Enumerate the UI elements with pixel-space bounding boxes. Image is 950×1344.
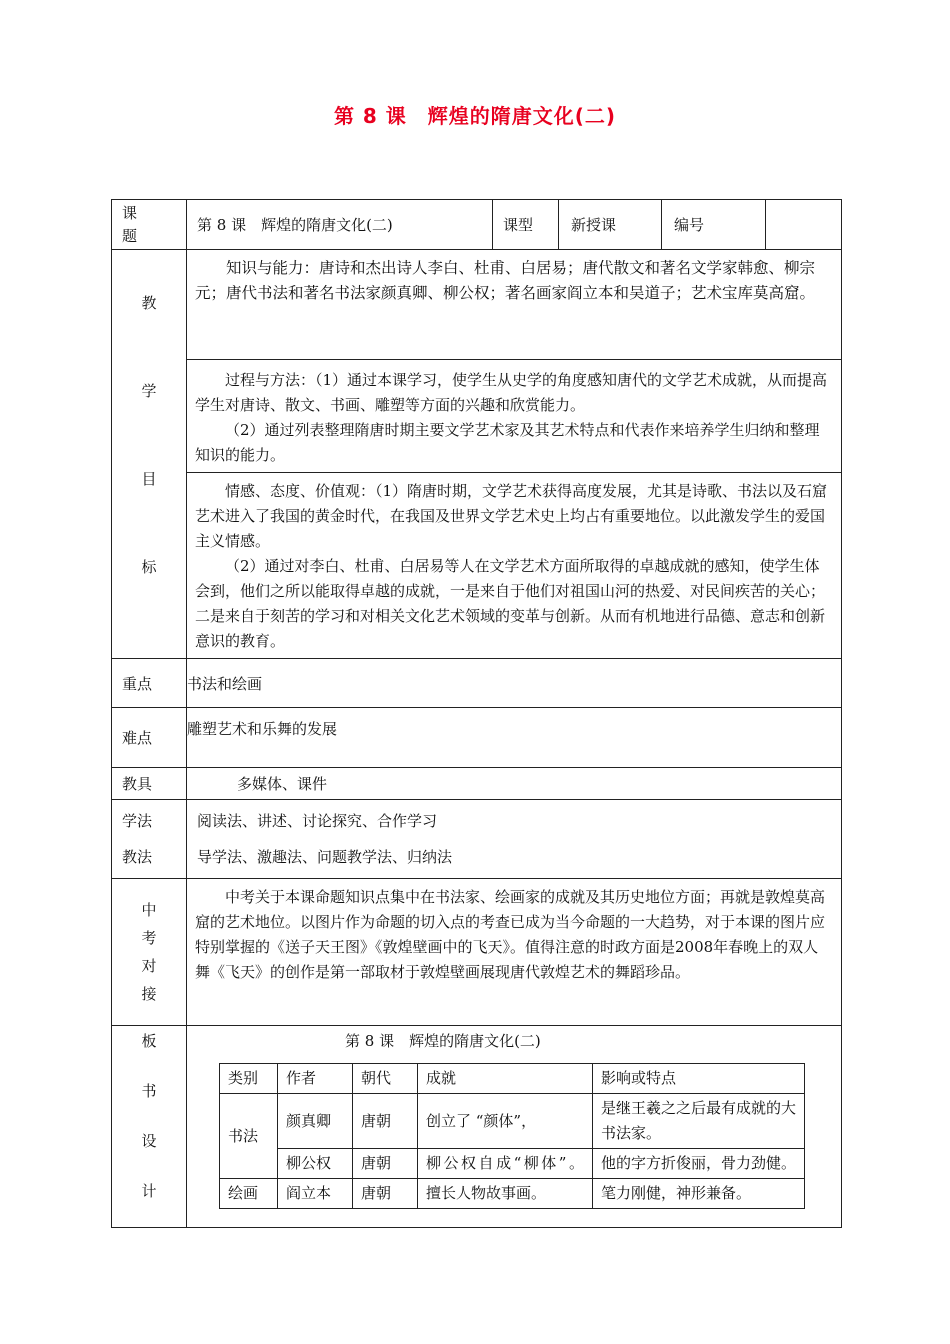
methods-value: [187, 800, 842, 879]
achievement-cell: 柳公权自成“柳体”。: [418, 1149, 593, 1179]
goal-process: [187, 360, 842, 473]
exam-row: [112, 879, 842, 1026]
header-achievement: 成就: [418, 1064, 593, 1094]
difficulty-label: 难点: [112, 708, 187, 768]
header-feature: 影响或特点: [593, 1064, 805, 1094]
values-text-2: （2）通过对李白、杜甫、白居易等人在文学艺术方面所取得的卓越成就的感知，使学生体会到，他们之所以能取得卓越的成就，一是来自于他们对祖国山河的热爱、对民间疾苦的关心；二是来自于刻苦的学习和对相关文化艺术领域的变革与创新。从而有机地进行品德、意志和创新意识的教育。: [195, 557, 826, 650]
dynasty-cell: 唐朝: [353, 1094, 418, 1149]
key-point-label: 重点: [112, 659, 187, 708]
goal-knowledge-row: [112, 250, 842, 360]
exam-label: 中 考 对 接: [112, 879, 187, 1026]
exam-text: 中考关于本课命题知识点集中在书法家、绘画家的成就及其历史地位方面；再就是敦煌莫高窟的艺术地位。以图片作为命题的切入点的考查已成为当今命题的一大趋势，对于本课的图片应特别掌握的《送子天王图》《敦煌壁画中的飞天》。值得注意的时政方面是2008年春晚上的双人舞《飞天》的创作是第一部取材于敦煌壁画展现唐代敦煌艺术的舞蹈珍品。: [195, 888, 826, 981]
knowledge-text: 知识与能力：唐诗和杰出诗人李白、杜甫、白居易；唐代散文和著名文学家韩愈、柳宗元；唐代书法和著名书法家颜真卿、柳公权；著名画家阎立本和吴道子；艺术宝库莫高窟。: [195, 259, 816, 302]
feature-cell: 笔力刚健，神形兼备。: [593, 1179, 805, 1209]
goal-values: [187, 473, 842, 659]
tools-row: [112, 768, 842, 800]
goal-knowledge: [187, 250, 842, 360]
number-label: 编号: [662, 200, 766, 250]
process-text-2: （2）通过列表整理隋唐时期主要文学艺术家及其艺术特点和代表作来培养学生归纳和整理知识的能力。: [195, 421, 820, 464]
board-header-row: [220, 1064, 805, 1094]
values-text-1: 情感、态度、价值观：（1）隋唐时期，文学艺术获得高度发展，尤其是诗歌、书法以及石窟艺术进入了我国的黄金时代，在我国及世界文学艺术史上均占有重要地位。以此激发学生的爱国主义情感。: [195, 482, 828, 550]
dynasty-cell: 唐朝: [353, 1149, 418, 1179]
process-text-1: 过程与方法：（1）通过本课学习，使学生从史学的角度感知唐代的文学艺术成就，从而提高学生对唐诗、散文、书画、雕塑等方面的兴趣和欣赏能力。: [195, 371, 828, 414]
goals-label: 教 学 目 标: [112, 250, 187, 659]
header-category: 类别: [220, 1064, 278, 1094]
goal-process-row: [112, 360, 842, 473]
topic-value: 第 8 课 辉煌的隋唐文化(二): [187, 200, 493, 250]
board-title: 第 8 课 辉煌的隋唐文化(二): [345, 1032, 541, 1050]
dynasty-cell: 唐朝: [353, 1179, 418, 1209]
table-row: [220, 1094, 805, 1149]
tools-label: 教具: [112, 768, 187, 800]
author-cell: 颜真卿: [278, 1094, 353, 1149]
board-content: [187, 1026, 842, 1228]
methods-row: [112, 800, 842, 879]
category-painting: 绘画: [220, 1179, 278, 1209]
board-table: [219, 1063, 805, 1209]
goal-values-row: [112, 473, 842, 659]
author-cell: 柳公权: [278, 1149, 353, 1179]
methods-label: 学法 教法: [112, 800, 187, 879]
board-label: 板 书 设 计: [112, 1026, 187, 1228]
teach-methods: 导学法、激趣法、问题教学法、归纳法: [197, 848, 453, 866]
page-title: 第 8 课 辉煌的隋唐文化(二): [333, 104, 617, 128]
table-row: [220, 1149, 805, 1179]
topic-label: 课 题: [112, 200, 187, 250]
category-calligraphy: 书法: [220, 1094, 278, 1179]
difficulty-row: [112, 708, 842, 768]
author-cell: 阎立本: [278, 1179, 353, 1209]
difficulty-value: 雕塑艺术和乐舞的发展: [187, 708, 842, 768]
number-value: [766, 200, 842, 250]
tools-value: 多媒体、课件: [187, 768, 842, 800]
lesson-plan-table: [111, 199, 842, 1228]
achievement-cell: 擅长人物故事画。: [418, 1179, 593, 1209]
board-row: [112, 1026, 842, 1228]
study-methods: 阅读法、讲述、讨论探究、合作学习: [197, 812, 438, 830]
achievement-cell: 创立了 “颜体”，: [418, 1094, 593, 1149]
header-author: 作者: [278, 1064, 353, 1094]
header-dynasty: 朝代: [353, 1064, 418, 1094]
key-point-row: [112, 659, 842, 708]
key-point-value: 书法和绘画: [187, 659, 842, 708]
type-label: 课型: [493, 200, 559, 250]
table-row: [220, 1179, 805, 1209]
exam-content: [187, 879, 842, 1026]
type-value: 新授课: [559, 200, 662, 250]
feature-cell: 他的字方折俊丽，骨力劲健。: [593, 1149, 805, 1179]
feature-cell: 是继王羲之之后最有成就的大书法家。: [593, 1094, 805, 1149]
topic-row: [112, 200, 842, 250]
